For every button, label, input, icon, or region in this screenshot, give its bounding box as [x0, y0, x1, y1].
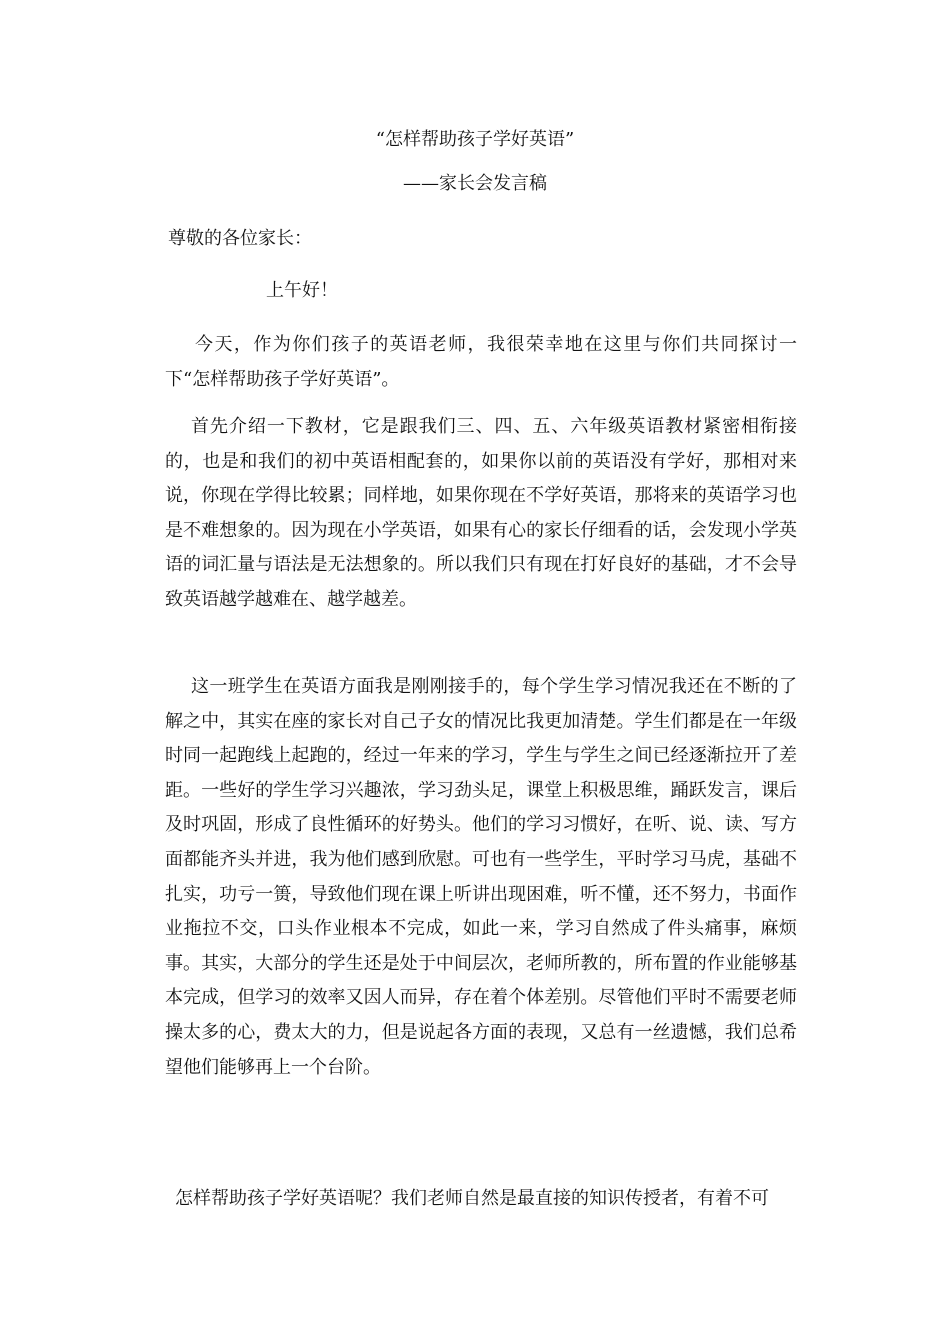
paragraph-intro: 今天，作为你们孩子的英语老师，我很荣幸地在这里与你们共同探讨一下“怎样帮助孩子学好英语”。 [165, 334, 797, 390]
paragraph-textbook: 首先介绍一下教材，它是跟我们三、四、五、六年级英语教材紧密相衔接的，也是和我们的初中英语相配套的，如果你以前的英语没有学好，那相对来说，你现在学得比较累；同样地，如果你现在不学好英语，那将来的英语学习也是不难想象的。因为现在小学英语，如果有心的家长仔细看的话，会发现小学英语的词汇量与语法是无法想象的。所以我们只有现在打好良好的基础，才不会导致英语越学越难在、越学越差。 [165, 416, 797, 610]
salutation: 尊敬的各位家长： [168, 228, 312, 249]
greeting: 上午好！ [266, 280, 338, 301]
paragraph-how-to-help: 怎样帮助孩子学好英语呢？我们老师自然是最直接的知识传授者，有着不可 [175, 1188, 769, 1209]
document-subtitle: ——家长会发言稿 [403, 173, 547, 194]
paragraph-class-situation: 这一班学生在英语方面我是刚刚接手的，每个学生学习情况我还在不断的了解之中，其实在座的家长对自己子女的情况比我更加清楚。学生们都是在一年级时同一起跑线上起跑的，经过一年来的学习，学生与学生之间已经逐渐拉开了差距。一些好的学生学习兴趣浓，学习劲头足，课堂上积极思维，踊跃发言，课后及时巩固，形成了良性循环的好势头。他们的学习习惯好，在听、说、读、写方面都能齐头并进，我为他们感到欣慰。可也有一些学生，平时学习马虎，基础不扎实，功亏一篑，导致他们现在课上听讲出现困难，听不懂，还不努力，书面作业拖拉不交，口头作业根本不完成，如此一来，学习自然成了件头痛事，麻烦事。其实，大部分的学生还是处于中间层次，老师所教的，所布置的作业能够基本完成，但学习的效率又因人而异，存在着个体差别。尽管他们平时不需要老师操太多的心，费太大的力，但是说起各方面的表现，又总有一丝遗憾，我们总希望他们能够再上一个台阶。 [165, 676, 797, 1078]
document-title: “怎样帮助孩子学好英语” [375, 129, 575, 150]
